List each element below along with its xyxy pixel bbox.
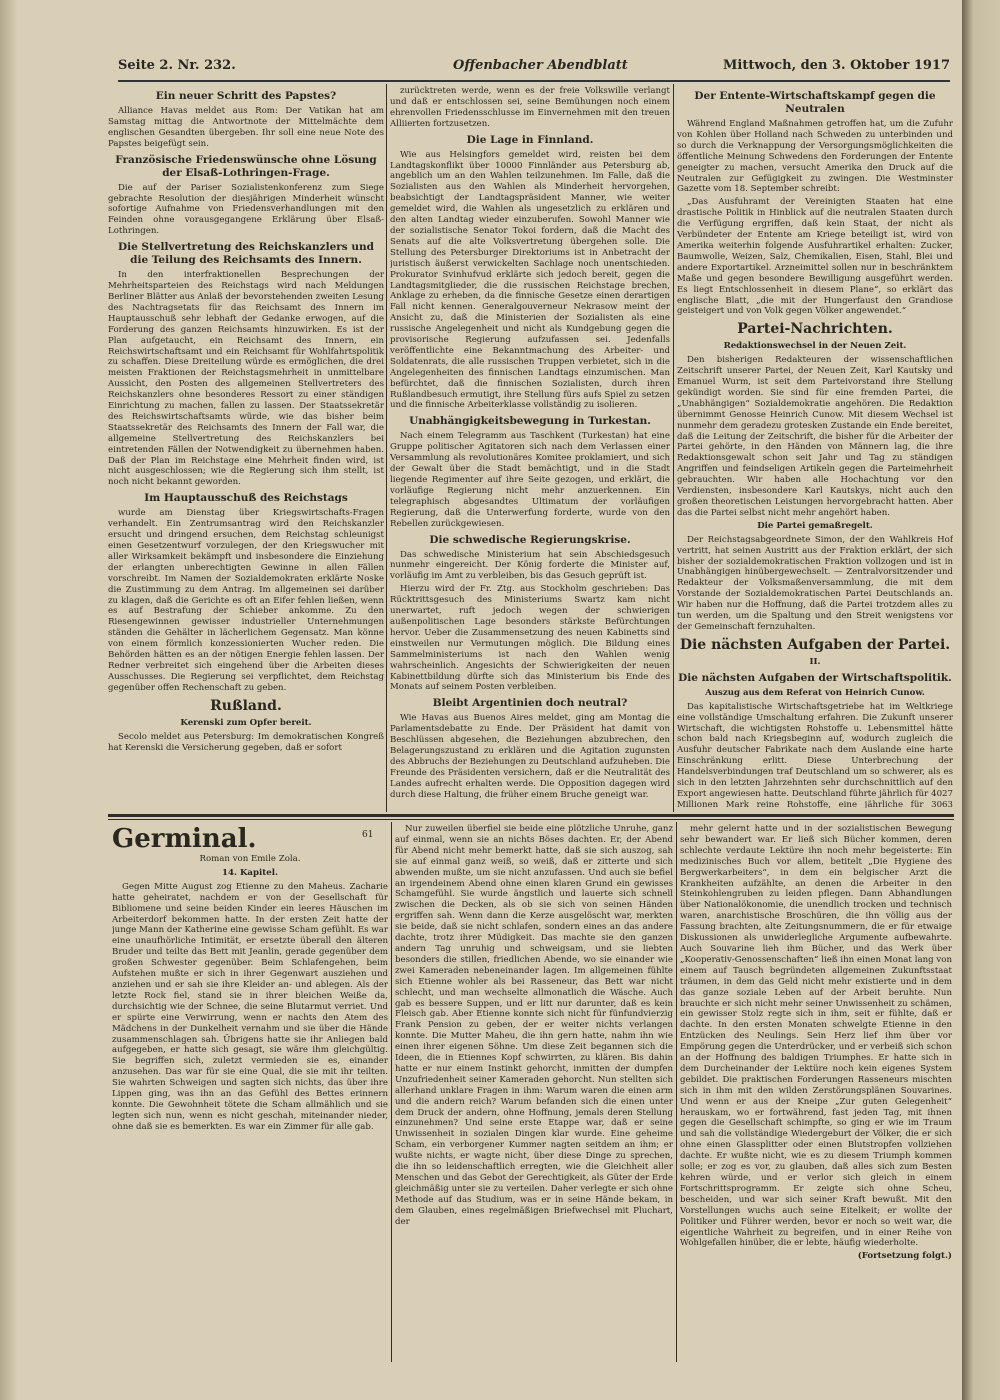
headline-finnland: Die Lage in Finnland.: [466, 133, 594, 146]
article-argentinien-text: Wie Havas aus Buenos Aires meldet, ging am Montag die Parlamentsdebatte zu Ende. Der Präsident hat damit von Beschlüssen abgesehen, die Beziehungen abzubrechen, den Belagerungszustand zu erklären und die Agitation zugunsten des Abbruchs der Beziehungen zu Deutschland aufzuheben. Die Freunde des Präsidenten versichern, daß er die Neutralität des Landes aufrecht erhalten werde. Die Opposition dagegen wird durch diese Haltung, die früher einem Bruche geneigt war.: [390, 713, 670, 800]
germinal-chapter: 14. Kapitel.: [222, 867, 278, 878]
headline-naechste-aufgaben: Die nächsten Aufgaben der Partei.: [679, 636, 951, 653]
germinal-installment-number: 61: [362, 830, 374, 840]
headline-schweden: Die schwedische Regierungskrise.: [429, 533, 631, 546]
article-elsass-text: Die auf der Pariser Sozialistenkonferenz zum Siege gebrachte Resolution der diesjährigen Minderheit wünscht sofortige Aufnahme von Friedensverhandlungen mit den Feinden ohne vorausgegangene Erklärung über Elsaß-Lothringen.: [108, 182, 384, 237]
article-papst-text: Alliance Havas meldet aus Rom: Der Vatikan hat am Samstag mittag die Antwortnote der Mittelmächte dem englischen Gesandten übergeben. Ihr soll eine neue Note des Papstes beigefügt sein.: [108, 106, 384, 149]
header-page-number: Seite 2. Nr. 232.: [118, 58, 236, 73]
article-hauptausschuss-text: wurde am Dienstag über Kriegswirtschafts-Fragen verhandelt. Ein Zentrumsantrag wird den Reichskanzler ersucht und dringend ersuchen, dem Reichstag schleunigst einen Gesetzentwurf vorzulegen, der den Kriegswucher mit aller Wirksamkeit bekämpft und insbesondere die Einziehung der erlangten unberechtigten Gewinne in allen Fällen vorschreibt. Im Namen der Sozialdemokraten erklärte Noske die Zustimmung zu dem Antrag. Im allgemeinen sei darüber zu klagen, daß die Gerichte es oft an Eifer fehlen ließen, wenn es auf Bestrafung der Schieber ankomme. Zu den Riesengewinnen gewisser industrieller Unternehmungen ständen die Gehälter in lächerlichem Gegensatz. Man könne von einem förmlich konzessionierten Wucher reden. Die Behörden hätten es an der nötigen Energie fehlen lassen. Der Redner verbreitet sich eingehend über die Arbeiten dieses Ausschusses. Die Regierung sei verpflichtet, dem Reichstag gegenüber offen Rechenschaft zu geben.: [108, 508, 384, 693]
column-divider: [386, 84, 387, 812]
subheadline-referat: Auszug aus dem Referat von Heinrich Cunow.: [705, 687, 925, 698]
page-spine: [0, 0, 18, 1400]
article-entente-text: Während England Maßnahmen getroffen hat, um die Zufuhr von Kohlen über Holland nach Schweden zu unterbinden und so durch die Verknappung der Versorgungsmöglichkeiten die öffentliche Meinung Schwedens den Forderungen der Entente geneigter zu machen, versucht Amerika den Druck auf die Neutralen zur Gefügigkeit zu zwingen. Die Westminster Gazette vom 18. September schreibt:: [677, 119, 953, 195]
column-divider: [676, 822, 677, 1362]
germinal-author: Roman von Emile Zola.: [199, 854, 301, 864]
column-1: [108, 86, 384, 808]
headline-wirtschaftspolitik: Die nächsten Aufgaben der Wirtschaftspolitik.: [678, 671, 952, 684]
subheadline-redaktionswechsel: Redaktionswechsel in der Neuen Zeit.: [723, 341, 907, 352]
subheadline-partei-gemassregelt: Die Partei gemaßregelt.: [757, 520, 873, 531]
germinal-title: Germinal.: [112, 824, 257, 854]
germinal-continuation: (Fortsetzung folgt.): [857, 1251, 952, 1262]
article-turkestan-text: Nach einem Telegramm aus Taschkent (Turkestan) hat eine Gruppe politischer Agitatoren sich nach dem Verlassen einer Versammlung als revolutionäres Komitee proklamiert, und sich der Gewalt über die Stadt bemächtigt, und in die Stadt liegende Regimenter auf ihre Seite gezogen, und erklärt, die vorläufige Regierung nicht mehr anzuerkennen. Ein telegraphisch abgesandtes Ultimatum der vorläufigen Regierung, daß die Unterwerfung forderte, wurde von den Rebellen zurückgewiesen.: [390, 431, 670, 529]
article-gemassregelt-text: Der Reichstagsabgeordnete Simon, der den Wahlkreis Hof vertritt, hat seinen Austritt aus der Fraktion erklärt, der sich bisher der sozialdemokratischen Fraktion vollzogen und ist in Unabhängigen hinübergewechselt. — Zentralvorsitzender und Redakteur der Volksmaßenversammlung, die mit dem Vorstande der Sozialdemokratischen Partei Deutschlands an. Wir haben nur die Hoffnung, daß die Partei trotzdem alles zu tun werden, um die Spaltung und den Streit wenigstens vor der Gemeinschaft fernzuhalten.: [677, 534, 953, 632]
headline-reichskanzler: Die Stellvertretung des Reichskanzlers und die Teilung des Reichsamts des Innern.: [118, 241, 374, 267]
germinal-column-2: [395, 824, 673, 1362]
headline-argentinien: Bleibt Argentinien doch neutral?: [432, 697, 628, 710]
article-redaktionswechsel-text: Den bisherigen Redakteuren der wissenschaftlichen Zeitschrift unserer Partei, der Neuen Zeit, Karl Kautsky und Emanuel Wurm, ist seit dem Parteivorstand ihre Stellung gekündigt worden. Sie sind für eine fremden Partei, die „Unabhängigen“ Sozialdemokratie angehören. Die Redaktion übernimmt Genosse Heinrich Cunow. Mit diesem Wechsel ist nunmehr dem geradezu grotesken Zustande ein Ende bereitet, daß die Leitung der Zeitschrift, die bisher für die Arbeiter der Partei gehörte, in den Händen von Männern lag, die ihre Redaktionsgewalt schon seit Jahr und Tag zu ständigen Angriffen und feindseligen Artikeln gegen die Parteimehrheit gebrauchten. Wir haben alle Hochachtung vor den Verdiensten, insbesondere Karl Kautskys, nicht auch den großen theoretischen Leistungen hervorgebracht hatten. Aber das die Partei selbst nicht mehr angehört haben.: [677, 355, 953, 518]
article-reichskanzler-text: In den interfraktionellen Besprechungen der Mehrheitsparteien des Reichstags wird nach Meldungen Berliner Blätter aus Anlaß der bevorstehenden zweiten Lesung des Nachtragsetats für das Reichsamt des Innern im Hauptausschuß sehr lebhaft der Gedanke erwogen, auf die Forderung des ganzen Reichsamts hinzuwirken. Es ist der Plan aufgetaucht, ein Reichsamt des Innern, ein Reichswirtschaftsamt und ein Reichsamt für Wohlfahrtspolitik zu schaffen. Diese Dreiteilung würde es ermöglichen, die drei meisten Fraktionen der Reichstagsmehrheit in unmittelbare Aussicht, den Posten des allgemeinen Stellvertreters des Reichskanzlers ohne besonderes Ressort zu einer ständigen Einrichtung zu machen, fallen zu lassen. Der Staatssekretär des Reichswirtschaftsamts würde, wie das bisher beim Staatssekretär des Reichsamts des Innern der Fall war, die allgemeine Stellvertretung des Reichskanzlers bei eintretenden Fällen der Notwendigkeit zu übernehmen haben. Daß der Plan im Reichstage eine Mehrheit finden wird, ist nicht ausgeschlossen; wie die Regierung sich ihm stellt, ist noch nicht bekannt geworden.: [108, 270, 384, 488]
germinal-column-3: [680, 824, 952, 1362]
article-kerenski-continued: zurücktreten werde, wenn es der freie Volkswille verlangt und daß er entschlossen sei, seine Bemühungen noch einem ehrenvollen Friedensschlusse im Einvernehmen mit den treuen Alliierten fortzusetzen.: [390, 86, 670, 129]
feuilleton-separator-thin: [108, 819, 954, 820]
headline-elsass: Französische Friedenswünsche ohne Lösung der Elsaß-Lothringen-Frage.: [115, 153, 377, 179]
header-newspaper-name: Offenbacher Abendblatt: [453, 58, 628, 73]
column-divider: [673, 84, 674, 812]
article-russland-text: Secolo meldet aus Petersburg: Im demokratischen Kongreß hat Kerenski die Versicherung gegeben, daß er sofort: [108, 731, 384, 753]
feuilleton-separator: [108, 814, 954, 817]
header-date: Mittwoch, den 3. Oktober 1917: [723, 58, 950, 73]
article-entente-quote: „Das Ausfuhramt der Vereinigten Staaten hat eine drastische Politik in Hinblick auf die neutralen Staaten durch die Verfügung ergriffen, daß kein Staat, der nicht als Verbündeter der Entente am Kriege beteiligt ist, wird von Amerika weiterhin folgende Ausfuhrartikel erhalten: Zucker, Baumwolle, Weizen, Salz, Chemikalien, Eisen, Stahl, Blei und andere Exportartikel. Arzneimittel sollen nur in beschränktem Maße und gegen besondere Bewilligung ausgeführt werden. Es liegt Entschlossenheit in diesem Plane“, so erklärt das englische Blatt, „die mit der Hungerfaust den Grandiose geisteigert und von Volk gegen Völker angewendet.“: [677, 197, 953, 317]
germinal-text-3: mehr gelernt hatte und in der sozialistischen Bewegung sehr bewandert war. Er ließ sich Bücher kommen, deren schlechte verdaute Lektüre ihn noch mehr begeisterte: Ein medizinisches Buch vor allem, betitelt „Die Hygiene des Bergwerkarbeiters“, in dem ein belgischer Arzt die Krankheiten aufzählte, an denen die Arbeiter in den Steinkohlengruben zu leiden pflegen. Dann Abhandlungen über Nationalökonomie, die unendlich trocken und technisch waren, anarchistische Broschüren, die ihn völlig aus der Fassung brachten, alte Zeitungsnummern, die er für etwaige Diskussionen als unwiderlegliche Argumente aufbewahrte. Auch Souvarine lieh ihm Bücher, und das Werk über „Kooperativ-Genossenschaften“ ließ ihn einen Monat lang von einem auf Tausch begründeten allgemeinen Zukunftsstaat träumen, in dem das Geld nicht mehr existierte und in dem das ganze soziale Leben auf der Arbeit beruhte. Nun brauchte er sich nicht mehr seiner Unwissenheit zu schämen, ein gewisser Stolz regte sich in ihm, seit er fühlte, daß er dachte. In den ersten Monaten schwelgte Etienne in den Entzücken des Neulings. Sein Herz lief ihm über vor Empörung gegen die Unterdrücker, und er verbeiß sich schon an der Hoffnung des baldigen Triumphes. Er hatte sich in dem Durcheinander der Lektüre noch kein eigenes System gebildet. Die praktischen Forderungen Rasseneurs mischten sich in ihm mit den wilden Zerstörungsplänen Souvarines. Und wenn er aus der Kneipe „Zur guten Gelegenheit“ herauskam, wo er fortwährend, fast jeden Tag, mit ihnen gegen die Gesellschaft schimpfte, so ging er wie im Traum und sah die vollständige Wiedergeburt der Völker, die er sich ohne einen Glassplitter oder einen Blutstropfen vollziehen dachte. Er wußte nicht, wie es zu diesem Triumph kommen solle; er zog es vor, zu glauben, daß alles sich zum Besten kehren würde, und er verlor sich gleich in einem Fortschrittsprogramm. Er zeigte sich ohne Scheu, bescheiden, und war sich seiner Kraft bewußt. Mit den Vorstellungen wuchs auch seine Eitelkeit; er wollte der Politiker und Führer werden, bevor er noch so weit war, die eigentliche Wahrheit zu begreifen, und in einer Reihe von Wohlgefallen hinüber, die er lebte, häufig wiederholte.: [680, 824, 952, 1249]
section-number: II.: [809, 656, 821, 667]
article-schweden-text: Das schwedische Ministerium hat sein Abschiedsgesuch nunmehr eingereicht. Der König forderte die Minister auf, vorläufig im Amt zu verbleiben, bis das Gesuch geprüft ist.: [390, 549, 670, 582]
headline-entente: Der Entente-Wirtschaftskampf gegen die Neutralen: [694, 90, 936, 115]
germinal-column-1: [112, 824, 388, 1358]
headline-turkestan: Unabhängigkeitsbewegung in Turkestan.: [409, 415, 651, 428]
column-divider: [391, 822, 392, 1362]
article-wirtschaftspolitik-text: Das kapitalistische Wirtschaftsgetriebe hat im Weltkriege eine vollständige Umschaltung erfahren. Die Zukunft unserer Wirtschaft, die wichtigsten Rohstoffe u. Lebensmittel hätte schon bald nach Kriegsbeginn auf, wodurch zugleich die Ausfuhr deutscher Fabrikate nach dem Auslande eine harte Einschränkung erlitt. Diese Unterbrechung der Handelsverbindungen traf Deutschland um so schwerer, als es sich in den letzten Jahrzehnten sehr durchschnittlich auf den Export angewiesen hatte. Deutschland führte jährlich für 4027 Millionen Mark reine Rohstoffe, eine jährliche für 3063: [677, 701, 953, 808]
germinal-text-1: Gegen Mitte August zog Etienne zu den Maheus. Zacharie hatte geheiratet, nachdem er von der Gesellschaft für Bibliomene und seine beiden Kinder ein leeres Häuschen im Arbeiterdorf bekommen hatte. In der ersten Zeit hatte der junge Mann der Katherine eine gewisse Scham gefühlt. Es war eine unaufhörliche Intimität, er ersetzte überall den älteren Bruder und teilte das Bett mit Jeanlin, gerade gegenüber dem großen Schwester gegenüber. Beim Schlafengehen, beim Aufstehen mußte er sich in ihrer Gegenwart ausziehen und anziehen und er sah sie ihre Kleider an- und ablegen. Als der letzte Rock fiel, stand sie in ihrer bleichen Weiße da, durchsichtig wie der Schnee, die seine Blutarmut verriet. Und er spürte eine Verwirrung, wenn er nachts den Atem des Mädchens in der Dunkelheit vernahm und sie über die Hände zusammenschlagen sah. Übrigens hatte sie ihr Anliegen bald aufgegeben, er hatte sich gesagt, sie wäre ihm gleichgültig. Sie begriffen sich, zuletzt vermieden sie es, einander anzusehen. Das war für sie eine Qual, die sie mit ihr teilten. Sie wahrten Schweigen und sagten sich nichts, das über ihre Lippen ging, was ihn an das Gefühl des Bettes erinnern konnte. Die Gewohnheit tötete die Scham allmählich und sie legten sich nun, wenn es nicht geschah, miteinander nieder, ohne daß sie es bemerkten. Es war ein Zimmer für alle gab.: [112, 881, 388, 1132]
page-header: [118, 58, 950, 82]
headline-papst: Ein neuer Schritt des Papstes?: [155, 90, 337, 102]
article-schweden-text-2: Hierzu wird der Fr. Ztg. aus Stockholm geschrieben: Das Rücktrittsgesuch des Ministeriums Swartz kam nicht unerwartet, ruft jedoch wegen der schwierigen außenpolitischen Lage besonders stärkste Befürchtungen hervor. Ueber die Zusammensetzung des neuen Kabinetts sind einstweilen nur Vermutungen möglich. Die Bildung eines Sammelministeriums ist nach den Wahlen wenig wahrscheinlich. Angesichts der Schwierigkeiten der neuen Kabinettbildung dürfte sich das Ministerium bis Ende des Monats auf seinem Posten verbleiben.: [390, 584, 670, 693]
column-3: [677, 86, 953, 808]
article-finnland-text: Wie aus Helsingfors gemeldet wird, reisten bei dem Landtagskonflikt über 10000 Finnländer aus Petersburg ab, angeblich um an den Wahlen teilzunehmen. Im Falle, daß die Sozialisten aus den Wahlen als Minderheit hervorgehen, beabsichtigt der Landtagspräsident Manner, wie weiter gemeldet wird, die Wahlen als ungesetzlich zu erklären und den alten Landtag wieder einzuberufen. Sowohl Manner wie der sozialistische Senator Tokoi fordern, daß die Macht des Senats auf die alte Volksvertretung übergehen solle. Die Stellung des Petersburger Direktoriums ist in Anbetracht der juristisch äußerst verwickelten Sachlage noch unentschieden. Prokurator Svinhufvud erklärte sich jedoch bereit, gegen die Landtagsmitglieder, die die russischen Reichstage brechen, Anklage zu erheben, da die finnische Gesetze einen derartigen Fall nicht kennen. Generalgouverneur Nekrasow meint der Ansicht zu, daß die Ministerien der Sozialisten als eine russische Angelegenheit und nicht als Kundgebung gegen die provisorische Regierung aufzufassen sei. Jedenfalls veröffentlichte eine Bekanntmachung des Arbeiter- und Soldatenrats, die alle russischen Truppen verbietet, sich in die Angelegenheiten des finnischen Landtags einzumischen. Man befürchtet, daß die finnischen Sozialisten, durch ihren Rußlandbesuch ermutigt, ihre Stellung fürs aufs Spiel zu setzen und die finnische Arbeiterklasse vollständig zu isolieren.: [390, 149, 670, 411]
subheadline-kerenski: Kerenski zum Opfer bereit.: [180, 717, 312, 728]
headline-hauptausschuss: Im Hauptausschuß des Reichstags: [144, 492, 348, 505]
headline-partei-nachrichten: Partei-Nachrichten.: [737, 321, 893, 338]
column-2: [390, 86, 670, 808]
headline-russland: Rußland.: [210, 697, 282, 714]
adjacent-page-edge: [962, 0, 1000, 1400]
germinal-text-2: Nur zuweilen überfiel sie beide eine plötzliche Unruhe, ganz auf einmal, wenn sie an nichts Böses dachten. Er, der Abend für Abend nicht mehr bemerkt hatte, daß sie sich auszog, sah sie auf einmal ganz weiß, so weiß, daß er zitterte und sich abwenden mußte, um sie nicht anzufassen. Und auch sie befiel an irgendeinem Abend ohne einen klaren Grund ein gewisses Schamgefühl. Sie wurde ängstlich und lauerte sich schnell zwischen die Decken, als ob sie sich von seinen Händen ergriffen sah. Wenn dann die Kerze ausgelöscht war, merkten sie beide, daß sie nicht schlafen, sondern eines an das andere dachte, trotz ihrer Müdigkeit. Das machte sie den ganzen andern Tag unruhig und schweigsam, und sie liebten besonders die stillen, friedlichen Abende, wo sie einander wie zwei Kameraden nebeneinander lagen. Im allgemeinen fühlte sich Etienne wohler als bei Rasseneur, das Bett war nicht schlecht, und man wechselte allmonatlich die Wäsche. Auch gab es bessere Suppen, und er litt nur darunter, daß es kein Fleisch gab. Aber Etienne konnte sich nicht für fünfundvierzig Frank Pension zu geben, der er weiter nichts verlangen konnte. Die Mutter Maheu, die ihn gern hatte, nahm ihn wie einen ihrer eigenen Söhne. Um diese Zeit begannen sich die Ideen, die in Etiennes Kopf schwirrten, zu klären. Bis dahin hatte er nur einem Instinkt gehorcht, inmitten der dumpfen Unzufriedenheit seiner Kameraden gehorcht. Nun stellten sich allerhand unklare Fragen in ihm: Warum waren die einen arm und die andern reich? Warum befanden sich die einen unter dem Druck der andern, ohne Hoffnung, jemals deren Stellung einzunehmen? Und seine erste Etappe war, daß er seine Unwissenheit in sozialen Dingen klar wurde. Eine geheime Scham, ein verborgener Kummer nagten seitdem an ihm; er wußte nichts, er wagte nicht, über diese Dinge zu sprechen, die ihn so leidenschaftlich erregten, wie die Gleichheit aller Menschen und das Gebot der Gerechtigkeit, als Güter der Erde gleichmäßig unter sie zu verteilen. Daher verlegte er sich ohne Methode auf das Studium, was er in seine Hände bekam, in dem Glauben, eines regelmäßigen Briefwechsel mit Pluchart, der: [395, 824, 673, 1227]
